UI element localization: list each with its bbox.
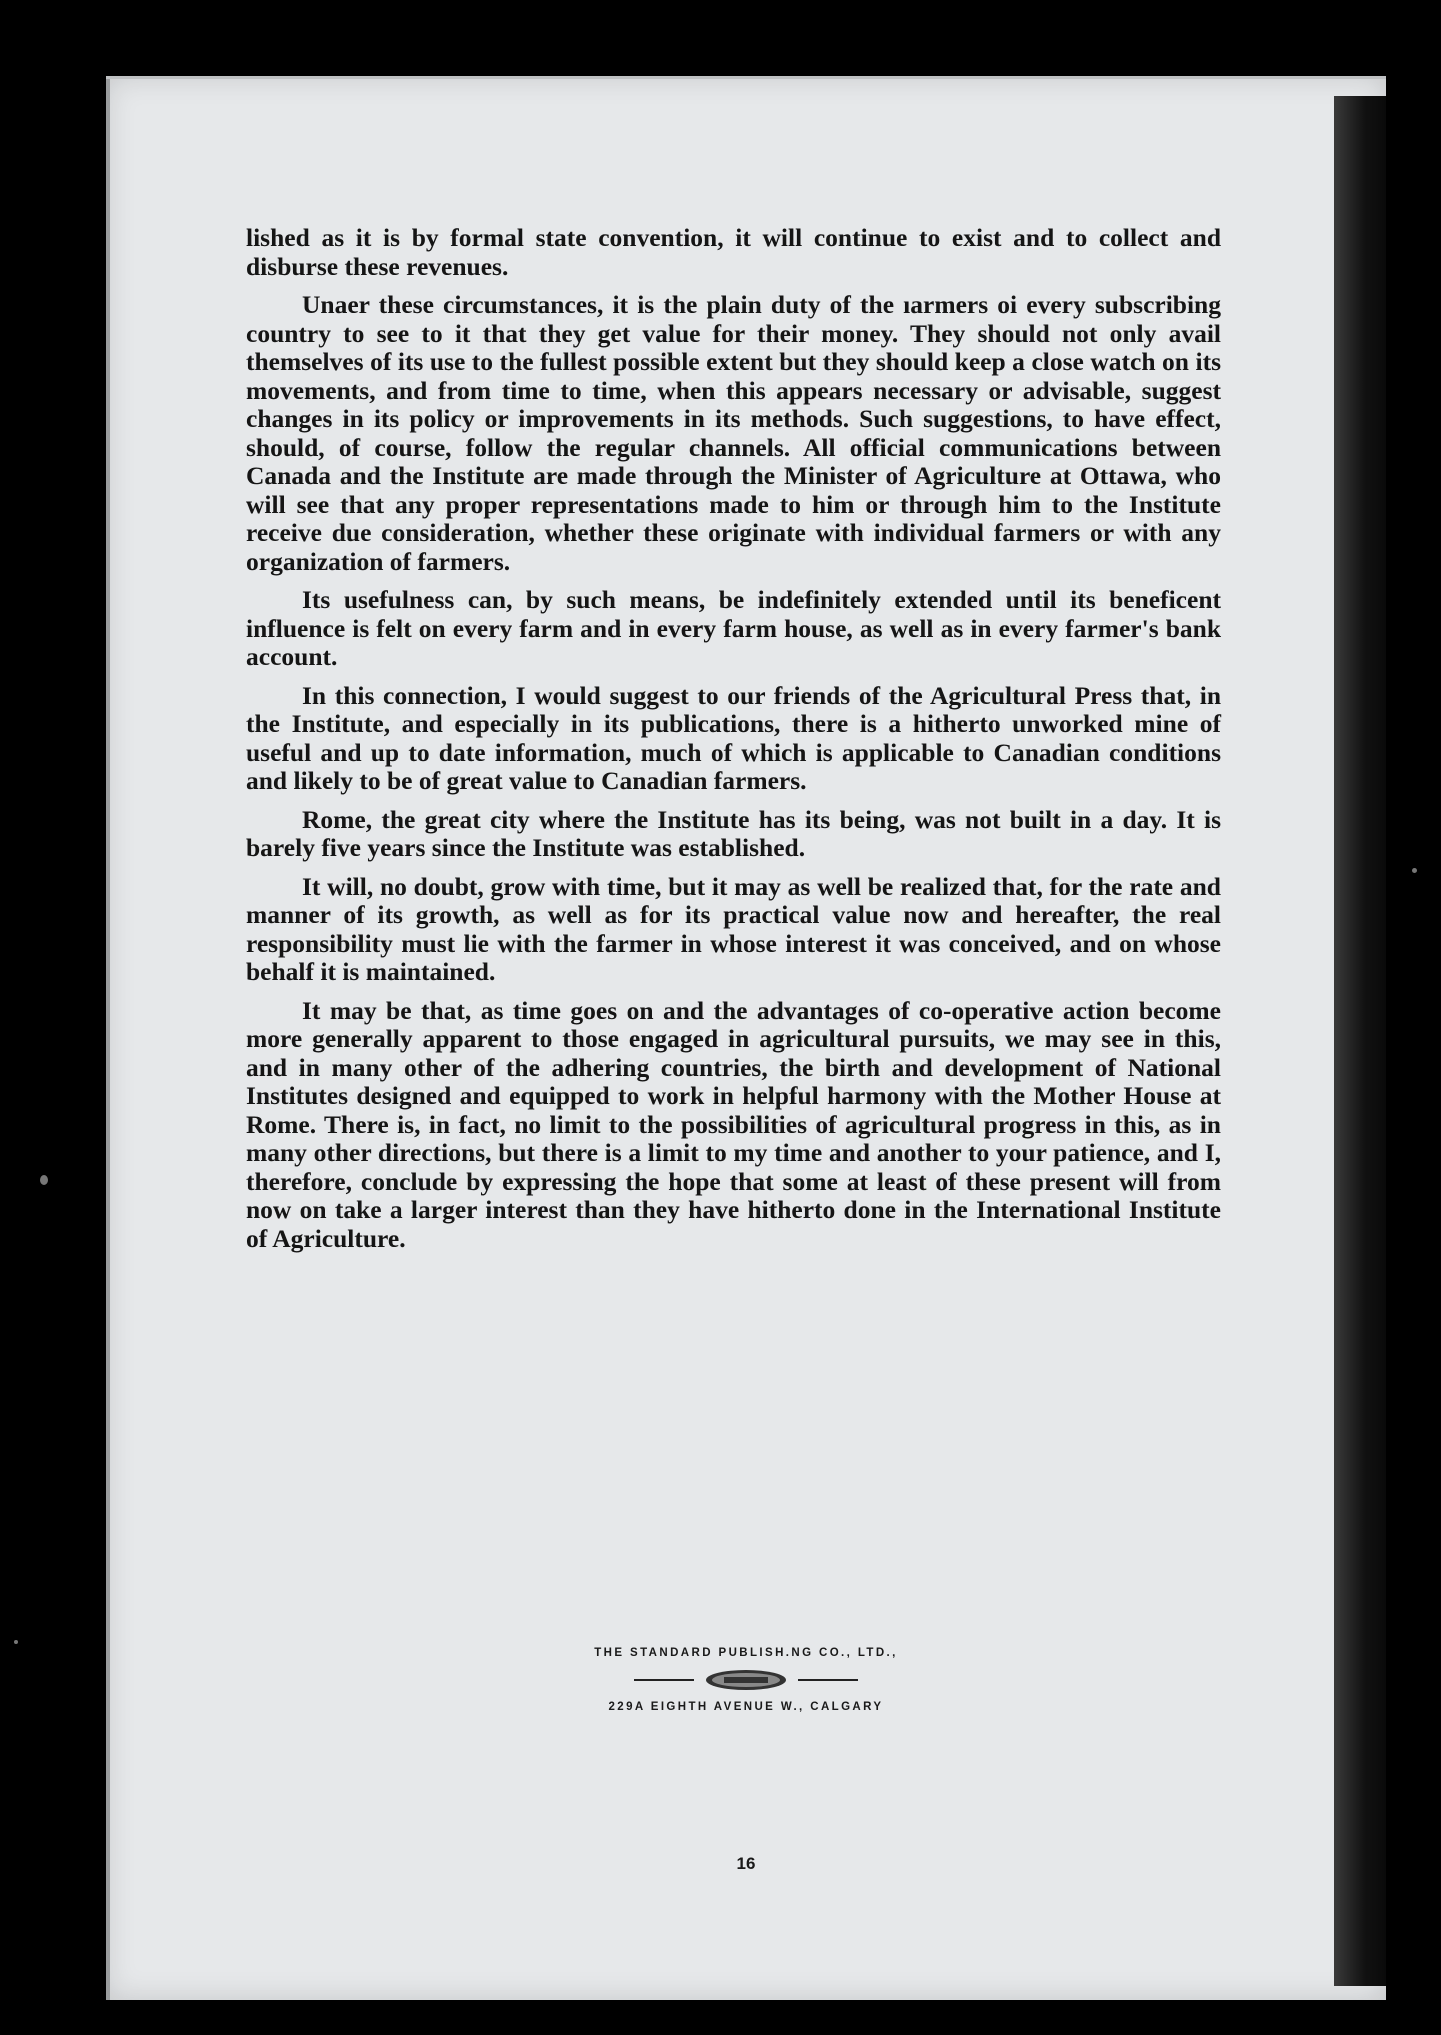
body-text xyxy=(246,224,1221,1263)
scan-speck xyxy=(1412,868,1417,873)
imprint-union-label-row xyxy=(106,1668,1386,1692)
paragraph-6: It will, no doubt, grow with time, but it may as well be realized that, for the rate and manner of its growth, as well as for its practical value now and hereafter, the real responsibility must lie with the farmer in whose interest it was conceived, and on whose behalf it is maintained. xyxy=(246,871,1221,986)
union-label-icon xyxy=(704,1669,788,1691)
imprint-publisher: THE STANDARD PUBLISH.NG CO., LTD., xyxy=(594,1647,898,1659)
imprint-rule-right xyxy=(798,1679,858,1681)
imprint-address: 229A EIGHTH AVENUE W., CALGARY xyxy=(608,1701,884,1713)
paragraph-3: Its usefulness can, by such means, be indefinitely extended until its beneficent influence is felt on every farm and in every farm house, as well as in every farmer's bank account. xyxy=(246,585,1221,671)
paragraph-1: lished as it is by formal state convention, it will continue to exist and to collect and disburse these revenues. xyxy=(246,223,1221,281)
scan-speck xyxy=(14,1640,18,1644)
paragraph-7: It may be that, as time goes on and the advantages of co-operative action become more generally apparent to those engaged in agricultural pursuits, we may see in this, and in many other of the adhering countries, the birth and development of National Institutes designed and equipped to work in helpful harmony with the Mother House at Rome. There is, in fact, no limit to the possibilities of agricultural progress in this, as in many other directions, but there is a limit to my time and another to your patience, and I, therefore, conclude by expressing the hope that some at least of these present will from now on take a larger interest than they have hitherto done in the International Institute of Agriculture. xyxy=(246,995,1221,1253)
paragraph-2: Unaer these circumstances, it is the plain duty of the ıarmers oi every subscribing country to see to it that they get value for their money. They should not only avail themselves of its use to the fullest possible extent but they should keep a close watch on its movements, and from time to time, when this appears necessary or advisable, suggest changes in its policy or improvements in its methods. Such suggestions, to have effect, should, of course, follow the regular channels. All official communications between Canada and the Institute are made through the Minister of Agriculture at Ottawa, who will see that any proper representations made to him or through him to the Institute receive due consideration, whether these originate with individual farmers or with any organization of farmers. xyxy=(246,290,1221,576)
paragraph-5: Rome, the great city where the Institute has its being, was not built in a day. It is barely five years since the Institute was established. xyxy=(246,804,1221,862)
paragraph-4: In this connection, I would suggest to our friends of the Agricultural Press that, in the Institute, and especially in its publications, there is a hitherto unworked mine of useful and up to date information, much of which is applicable to Canadian conditions and likely to be of great value to Canadian farmers. xyxy=(246,680,1221,795)
imprint-rule-left xyxy=(634,1679,694,1681)
page-number: 16 xyxy=(736,1854,756,1873)
scan-speck xyxy=(40,1175,48,1185)
printer-imprint xyxy=(106,1642,1386,1718)
scanned-page xyxy=(106,76,1386,2000)
page-top-edge xyxy=(106,76,1386,79)
